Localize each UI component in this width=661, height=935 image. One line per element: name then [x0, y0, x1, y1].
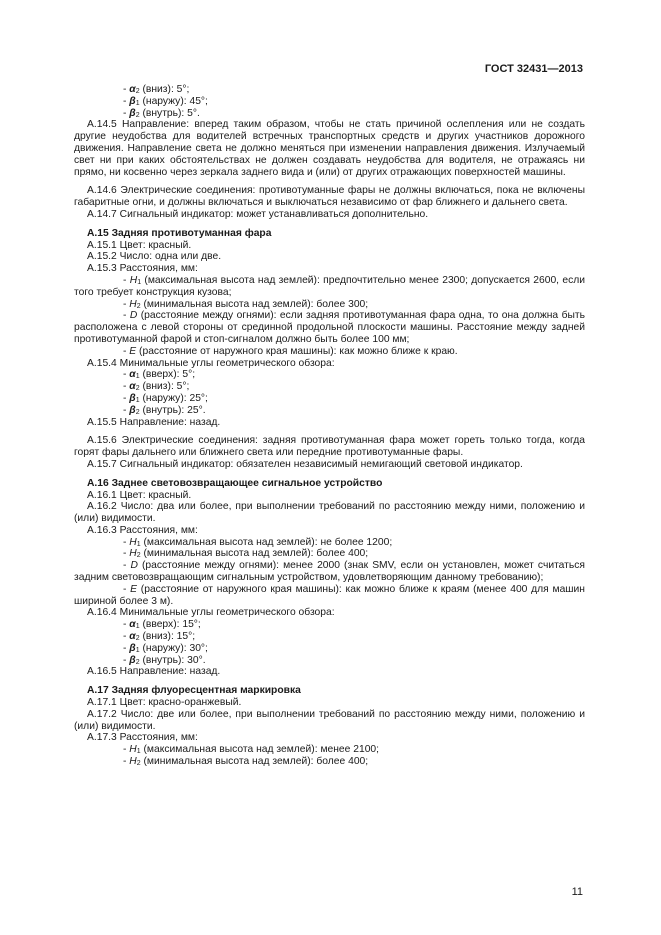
list-item-text: (максимальная высота над землей): менее 2100; — [140, 744, 380, 756]
list-item-text: (вниз): 5°; — [139, 84, 190, 95]
paragraph: А.16.5 Направление: назад. — [87, 666, 221, 678]
angle-symbol: β — [129, 107, 136, 119]
list-item-text: (вверх): 5°; — [139, 369, 196, 381]
angle-symbol: β — [129, 392, 136, 404]
list-item-text: (вверх): 15°; — [139, 619, 201, 631]
subscript: 2 — [135, 408, 140, 416]
subscript: 2 — [135, 658, 140, 666]
subscript: 1 — [135, 646, 140, 654]
list-item: - E (расстояние от наружного края машины): как можно ближе к краям (менее 400 для машин шириной более 3 м). — [74, 583, 585, 607]
list-item-text: (расстояние от наружного края машины): как можно ближе к краю. — [136, 345, 458, 357]
variable-symbol: H — [129, 548, 137, 560]
list-item: - $\alpha_1$ (вверх): 5°; — [123, 369, 196, 381]
angle-symbol: β — [129, 95, 136, 107]
list-item-text: (расстояние от наружного края машины): как можно ближе к краям (менее 400 для машин шириной более 3 м). — [74, 583, 585, 607]
section-heading: А.17 Задняя флуоресцентная маркировка — [87, 685, 301, 697]
subscript: 2 — [135, 111, 140, 119]
variable-symbol: E — [129, 345, 137, 357]
list-item-text: (минимальная высота над землей): более 300; — [140, 298, 369, 310]
angle-symbol: β — [129, 654, 136, 666]
angle-symbol: α — [129, 631, 136, 643]
paragraph: А.17.3 Расстояния, мм: — [87, 732, 198, 744]
paragraph: А.15.2 Число: одна или две. — [87, 251, 222, 263]
angle-symbol: β — [129, 642, 136, 654]
list-item-text: (наружу): 45°; — [139, 95, 208, 107]
angle-symbol: α — [129, 84, 136, 95]
list-item: - $\beta_2$ (внутрь): 25°. — [123, 404, 206, 416]
list-item-text: (внутрь): 25°. — [139, 404, 206, 416]
list-item-text: (максимальная высота над землей): не более 1200; — [140, 536, 393, 548]
paragraph: А.16.4 Минимальные углы геометрического обзора: — [87, 607, 335, 619]
subscript: 2 — [135, 635, 140, 643]
list-item: - $\alpha_1$ (вверх): 15°; — [123, 619, 201, 631]
list-item: - $H_2$ (минимальная высота над землей): более 400; — [123, 756, 369, 768]
list-item: - $\beta_1$ (наружу): 45°; — [123, 95, 208, 107]
paragraph: А.15.4 Минимальные углы геометрического обзора: — [87, 357, 335, 369]
list-item-text: (расстояние между огнями): менее 2000 (знак SMV, если он установлен, может считаться задним световозвращающим сигнальным устройством, удовлетворяющим данному требованию); — [74, 560, 585, 584]
list-item-text: (вниз): 15°; — [139, 631, 196, 643]
angle-symbol: α — [129, 369, 136, 381]
list-item: - E (расстояние от наружного края машины): как можно ближе к краю. — [123, 345, 458, 357]
subscript: 2 — [136, 760, 141, 768]
variable-symbol: D — [129, 310, 138, 322]
page-number: 11 — [571, 886, 583, 898]
variable-symbol: H — [129, 274, 138, 286]
list-item-text: (расстояние между огнями): если задняя противотуманная фара одна, то она должна быть расположена с левой стороны от срединной продольной плоскости машины. Расстояние между задней противотуманной фарой и стоп-сигналом должно быть более 100 мм; — [74, 310, 585, 345]
subscript: 2 — [135, 88, 140, 95]
document-header: ГОСТ 32431—2013 — [484, 63, 583, 75]
subscript: 2 — [135, 385, 140, 393]
list-item: - D (расстояние между огнями): менее 2000 (знак SMV, если он установлен, может считаться задним световозвращающим сигнальным устройством, удовлетворяющим данному требованию); — [74, 560, 585, 584]
paragraph: А.15.6 Электрические соединения: задняя противотуманная фара может гореть только тогда, когда горят фары дальнего или ближнего света или передние противотуманные фары. — [74, 435, 585, 459]
subscript: 1 — [136, 748, 141, 756]
variable-symbol: D — [130, 560, 138, 572]
list-item-text: (минимальная высота над землей): более 400; — [140, 756, 369, 768]
list-item-text: (вниз): 5°; — [139, 381, 190, 393]
angle-symbol: α — [129, 381, 136, 393]
list-item: - $\alpha_2$ (вниз): 5°; — [123, 381, 190, 393]
subscript: 1 — [135, 396, 140, 404]
subscript: 1 — [135, 373, 140, 381]
list-item: - D (расстояние между огнями): если задняя противотуманная фара одна, то она должна быть расположена с левой стороны от срединной продольной плоскости машины. Расстояние между задней противотуманной фарой и стоп-сигналом должно быть более 100 мм; — [74, 310, 585, 345]
subscript: 1 — [136, 540, 141, 548]
subscript: 1 — [135, 99, 140, 107]
list-item: - $H_2$ (минимальная высота над землей): более 400; — [123, 548, 369, 560]
list-item: - $\beta_1$ (наружу): 30°; — [123, 642, 208, 654]
variable-symbol: H — [129, 744, 137, 756]
variable-symbol: H — [129, 536, 137, 548]
variable-symbol: H — [129, 298, 137, 310]
list-item: - $H_1$ (максимальная высота над землей): менее 2100; — [123, 744, 380, 756]
list-item-text: (наружу): 25°; — [139, 392, 208, 404]
subscript: 1 — [135, 623, 140, 631]
list-item-text: (внутрь): 5°. — [139, 107, 200, 119]
paragraph: А.16.1 Цвет: красный. — [87, 489, 192, 501]
paragraph: А.14.5 Направление: вперед таким образом, чтобы не стать причиной ослепления или не создать другие неудобства для водителей встречных транспортных средств и других участников дорожного движения. Направление света не должно меняться при изменении направления движения. Излучаемый свет ни при каких обстоятельствах не должен создавать неудобства для водителя, не отражаясь ни прямо, ни косвенно через зеркала заднего вида и (или) от других отражающих поверхностей машины. — [74, 119, 585, 178]
subscript: 2 — [136, 302, 141, 310]
paragraph: А.15.5 Направление: назад. — [87, 416, 221, 428]
document-body — [74, 84, 585, 768]
angle-symbol: α — [129, 619, 136, 631]
paragraph: А.14.6 Электрические соединения: противотуманные фары не должны включаться, пока не включены габаритные огни, и должны включаться и выключаться независимо от фар ближнего и дальнего света. — [74, 185, 585, 209]
paragraph: А.17.2 Число: две или более, при выполнении требований по расстоянию между ними, положению и (или) видимости. — [74, 708, 585, 732]
paragraph: А.16.2 Число: два или более, при выполнении требований по расстоянию между ними, положению и (или) видимости. — [74, 501, 585, 525]
list-item-text: (максимальная высота над землей): предпочтительно менее 2300; допускается 2600, если того требует конструкция кузова; — [74, 274, 585, 298]
list-item-text: (наружу): 30°; — [139, 642, 208, 654]
list-item: - $H_1$ (максимальная высота над землей): не более 1200; — [123, 536, 393, 548]
list-item: - $\alpha_2$ (вниз): 15°; — [123, 631, 196, 643]
section-heading: А.15 Задняя противотуманная фара — [87, 227, 272, 239]
subscript: 2 — [136, 552, 141, 560]
paragraph: А.15.1 Цвет: красный. — [87, 239, 192, 251]
variable-symbol: H — [129, 756, 137, 768]
list-item-text: (внутрь): 30°. — [139, 654, 206, 666]
paragraph: А.16.3 Расстояния, мм: — [87, 524, 198, 536]
list-item: - $H_1$ (максимальная высота над землей): предпочтительно менее 2300; допускается 2600, если того требует конструкция кузова; — [74, 274, 585, 298]
list-item: - $\beta_2$ (внутрь): 30°. — [123, 654, 206, 666]
paragraph: А.14.7 Сигнальный индикатор: может устанавливаться дополнительно. — [87, 208, 429, 220]
section-heading: А.16 Заднее световозвращающее сигнальное устройство — [87, 477, 383, 489]
paragraph: А.15.3 Расстояния, мм: — [87, 263, 198, 275]
list-item: - $\beta_1$ (наружу): 25°; — [123, 392, 208, 404]
subscript: 1 — [137, 278, 142, 286]
list-item: - $\beta_2$ (внутрь): 5°. — [123, 107, 200, 119]
list-item: - $\alpha_2$ (вниз): 5°; — [123, 84, 190, 95]
angle-symbol: β — [129, 404, 136, 416]
list-item-text: (минимальная высота над землей): более 400; — [140, 548, 369, 560]
variable-symbol: E — [130, 583, 138, 595]
paragraph: А.17.1 Цвет: красно-оранжевый. — [87, 697, 242, 709]
list-item: - $H_2$ (минимальная высота над землей): более 300; — [123, 298, 369, 310]
paragraph: А.15.7 Сигнальный индикатор: обязателен независимый немигающий световой индикатор. — [87, 458, 523, 470]
